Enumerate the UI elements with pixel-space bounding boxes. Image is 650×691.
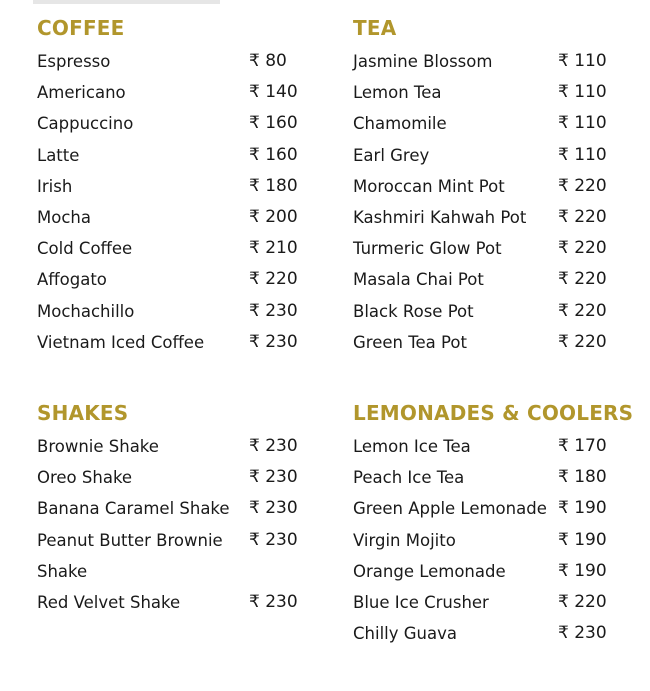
- item-name: Espresso: [37, 52, 111, 71]
- menu-item: [353, 46, 623, 77]
- item-price: ₹ 180: [249, 175, 298, 196]
- menu-item: [37, 493, 317, 524]
- menu-item: [353, 233, 623, 264]
- item-price: ₹ 140: [249, 82, 298, 103]
- menu-item: [37, 327, 317, 358]
- item-price: ₹ 210: [249, 238, 298, 259]
- item-name: Affogato: [37, 270, 107, 290]
- menu-item: [353, 618, 623, 649]
- item-price: ₹ 220: [558, 591, 607, 612]
- menu-item: [353, 556, 623, 587]
- item-price: ₹ 230: [249, 591, 298, 612]
- item-name: Chilly Guava: [353, 624, 457, 644]
- item-name: Lemon Tea: [353, 83, 442, 103]
- item-name: Cold Coffee: [37, 239, 133, 259]
- item-name: Chamomile: [353, 114, 447, 134]
- item-name: Peanut Butter Brownie Shake: [37, 530, 223, 581]
- item-name: Mocha: [37, 207, 91, 227]
- tea-item-list: [353, 46, 623, 358]
- shakes-item-list: [37, 431, 317, 618]
- item-name: Mochachillo: [37, 301, 135, 321]
- item-name: Latte: [37, 145, 80, 165]
- section-title-lemonades-coolers: LEMONADES & COOLERS: [353, 401, 634, 425]
- item-price: ₹ 220: [249, 269, 298, 290]
- item-price: ₹ 220: [558, 175, 607, 196]
- item-name: Vietnam Iced Coffee: [37, 332, 205, 352]
- item-price: ₹ 230: [249, 300, 298, 321]
- menu-item: [353, 171, 623, 202]
- top-divider: [33, 0, 220, 4]
- item-name: Americano: [37, 83, 126, 103]
- menu-item: [37, 108, 317, 139]
- item-name: Lemon Ice Tea: [353, 437, 471, 456]
- item-price: ₹ 110: [558, 113, 607, 134]
- item-price: ₹ 190: [558, 560, 607, 581]
- item-price: ₹ 220: [558, 269, 607, 290]
- menu-item: [37, 46, 317, 77]
- menu-item: [37, 140, 317, 171]
- item-price: ₹ 220: [558, 206, 607, 227]
- item-price: ₹ 160: [249, 144, 298, 165]
- menu-item: [37, 296, 317, 327]
- item-price: ₹ 220: [558, 331, 607, 352]
- menu-item: [37, 587, 317, 618]
- menu-item: [353, 202, 623, 233]
- item-price: ₹ 160: [249, 113, 298, 134]
- menu-item: [37, 525, 317, 587]
- item-name: Oreo Shake: [37, 468, 133, 488]
- item-name: Green Apple Lemonade: [353, 499, 547, 519]
- item-price: ₹ 80: [249, 51, 287, 71]
- item-name: Black Rose Pot: [353, 301, 474, 321]
- item-price: ₹ 200: [249, 206, 298, 227]
- section-title-shakes: SHAKES: [37, 401, 129, 425]
- item-price: ₹ 230: [249, 331, 298, 352]
- coffee-item-list: [37, 46, 317, 358]
- menu-item: [353, 462, 623, 493]
- tea-section: [353, 16, 623, 358]
- item-name: Peach Ice Tea: [353, 468, 465, 488]
- section-title-coffee: COFFEE: [37, 16, 125, 40]
- menu-item: [37, 431, 317, 462]
- menu-item: [37, 202, 317, 233]
- item-price: ₹ 180: [558, 467, 607, 488]
- lemonades-item-list: [353, 431, 623, 649]
- item-price: ₹ 110: [558, 82, 607, 103]
- menu-item: [37, 462, 317, 493]
- item-price: ₹ 230: [249, 529, 298, 550]
- item-price: ₹ 220: [558, 238, 607, 259]
- item-price: ₹ 110: [558, 51, 607, 71]
- lemonades-coolers-section: [353, 401, 634, 649]
- item-name: Turmeric Glow Pot: [353, 239, 502, 259]
- item-price: ₹ 230: [558, 623, 607, 644]
- menu-item: [37, 77, 317, 108]
- menu-item: [353, 327, 623, 358]
- item-price: ₹ 190: [558, 529, 607, 550]
- item-name: Jasmine Blossom: [353, 52, 493, 71]
- coffee-section: [37, 16, 317, 358]
- menu-item: [37, 171, 317, 202]
- item-name: Brownie Shake: [37, 437, 159, 456]
- item-name: Virgin Mojito: [353, 530, 456, 550]
- menu-item: [353, 140, 623, 171]
- item-name: Irish: [37, 176, 73, 196]
- item-price: ₹ 190: [558, 498, 607, 519]
- item-price: ₹ 230: [249, 498, 298, 519]
- item-name: Kashmiri Kahwah Pot: [353, 207, 527, 227]
- menu-item: [37, 233, 317, 264]
- section-title-tea: TEA: [353, 16, 397, 40]
- menu-item: [353, 264, 623, 295]
- item-price: ₹ 220: [558, 300, 607, 321]
- item-price: ₹ 170: [558, 436, 607, 456]
- item-name: Banana Caramel Shake: [37, 499, 230, 519]
- menu-item: [353, 493, 623, 524]
- item-name: Masala Chai Pot: [353, 270, 484, 290]
- item-price: ₹ 110: [558, 144, 607, 165]
- item-name: Red Velvet Shake: [37, 592, 181, 612]
- item-name: Cappuccino: [37, 114, 134, 134]
- menu-item: [37, 264, 317, 295]
- item-price: ₹ 230: [249, 436, 298, 456]
- menu-item: [353, 77, 623, 108]
- menu-item: [353, 296, 623, 327]
- item-name: Moroccan Mint Pot: [353, 176, 505, 196]
- item-price: ₹ 230: [249, 467, 298, 488]
- item-name: Green Tea Pot: [353, 332, 467, 352]
- menu-item: [353, 108, 623, 139]
- item-name: Earl Grey: [353, 145, 430, 165]
- item-name: Orange Lemonade: [353, 561, 506, 581]
- menu-item: [353, 431, 623, 462]
- item-name: Blue Ice Crusher: [353, 592, 489, 612]
- shakes-section: [37, 401, 317, 618]
- menu-item: [353, 525, 623, 556]
- menu-item: [353, 587, 623, 618]
